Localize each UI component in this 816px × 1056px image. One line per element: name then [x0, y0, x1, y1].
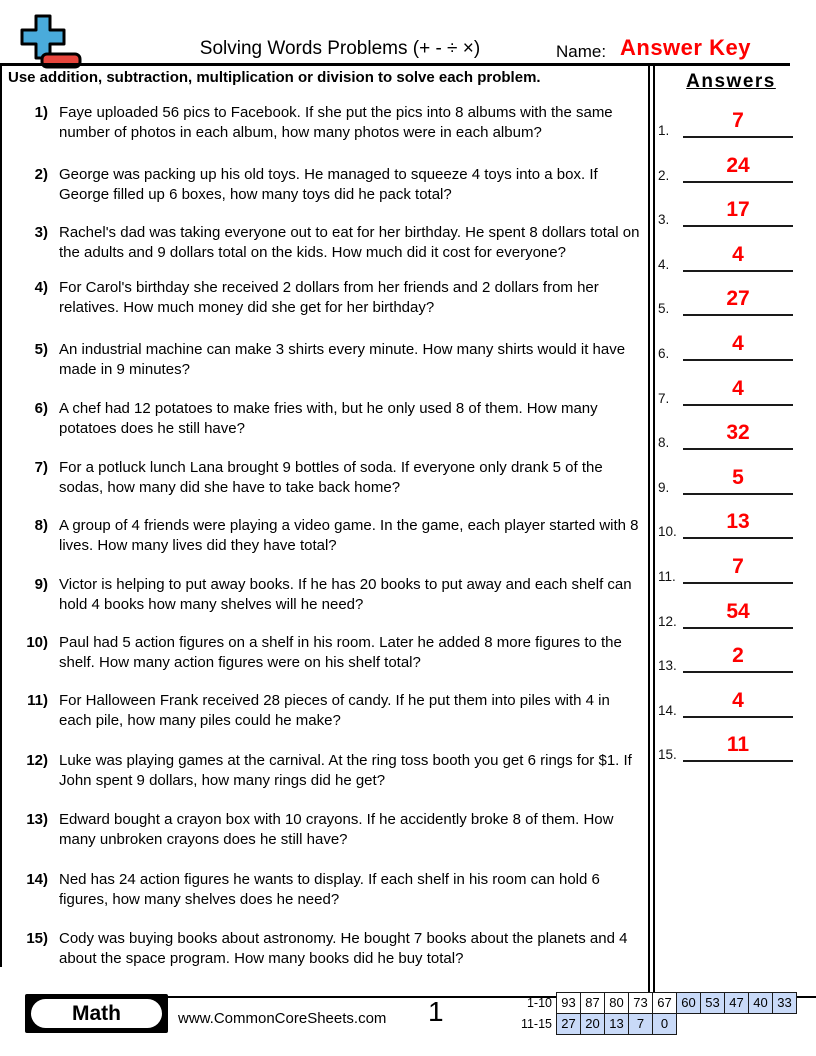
score-cell: 67: [652, 992, 677, 1014]
problem-text: Victor is helping to put away books. If he has 20 books to put away and each shelf can hold 4 books how many shelves will he need?: [59, 576, 632, 613]
problem-number: 10): [26, 634, 48, 651]
score-table: [512, 992, 797, 1035]
score-cell: 13: [604, 1013, 629, 1035]
problem-row-6: [10, 399, 644, 439]
answer-value: 5: [732, 465, 744, 489]
answer-value: 54: [726, 599, 750, 623]
answer-line: [683, 240, 793, 272]
problem-row-2: [10, 165, 644, 205]
answer-label: 4.: [658, 256, 670, 272]
score-cell: 0: [652, 1013, 677, 1035]
answer-label: 13.: [658, 658, 677, 674]
answer-row-10: [655, 509, 805, 539]
problem-row-10: [10, 633, 644, 673]
answer-line: [683, 597, 793, 629]
problem-number: 8): [34, 517, 48, 534]
answer-label: 15.: [658, 747, 677, 763]
answer-label: 9.: [658, 479, 670, 495]
problem-text: Cody was buying books about astronomy. He bought 7 books about the planets and 4 about the space program. How many books did he buy total?: [59, 930, 628, 967]
score-cell: 53: [700, 992, 725, 1014]
score-row-11-15: [512, 1013, 797, 1035]
score-row-1-10: [512, 992, 797, 1014]
score-cell: 60: [676, 992, 701, 1014]
problem-row-8: [10, 516, 644, 556]
answer-label: 1.: [658, 123, 670, 138]
answer-value: 7: [732, 555, 744, 578]
answer-label: 2.: [658, 167, 670, 183]
answer-value: 4: [732, 242, 744, 266]
answers-divider-double-line: [648, 66, 655, 993]
instructions-text: Use addition, subtraction, multiplication or division to solve each problem.: [8, 69, 541, 86]
score-cell: 87: [580, 992, 605, 1014]
answer-label: 8.: [658, 435, 670, 451]
website-text: www.CommonCoreSheets.com: [178, 1010, 387, 1027]
problem-number: 5): [34, 341, 48, 358]
answer-value: 17: [726, 198, 750, 222]
answers-heading: Answers: [686, 71, 776, 92]
answer-line: [683, 329, 793, 361]
score-cell: 27: [556, 1013, 581, 1035]
answer-value: 7: [732, 109, 744, 132]
answer-line: [683, 374, 793, 406]
problem-number: 2): [34, 166, 48, 183]
answer-value: 2: [732, 644, 744, 668]
name-value-answer-key: Answer Key: [620, 35, 751, 60]
problem-row-9: [10, 575, 644, 615]
problem-number: 4): [34, 279, 48, 296]
problem-text: Paul had 5 action figures on a shelf in his room. Later he added 8 more figures to the shelf. How many action figures were on his shelf total?: [59, 634, 622, 671]
answer-row-6: [655, 331, 805, 361]
answer-label: 3.: [658, 212, 670, 228]
answer-line: [683, 106, 793, 138]
problem-text: For Carol's birthday she received 2 dollars from her friends and 2 dollars from her relatives. How much money did she get for her birthday?: [59, 279, 599, 316]
answer-line: [683, 730, 793, 762]
answer-row-12: [655, 599, 805, 629]
score-cell: 40: [748, 992, 773, 1014]
answer-value: 4: [732, 688, 744, 712]
name-label: Name:: [556, 42, 607, 61]
score-cell: 47: [724, 992, 749, 1014]
answer-line: [683, 641, 793, 673]
answer-value: 13: [726, 510, 750, 534]
problem-number: 9): [34, 576, 48, 593]
problem-number: 3): [34, 224, 48, 241]
problem-text: Luke was playing games at the carnival. At the ring toss booth you get 6 rings for $1. If John spent 9 dollars, how many rings did he get?: [59, 752, 632, 789]
answer-line: [683, 418, 793, 450]
plus-icon: [22, 16, 64, 58]
answer-row-14: [655, 688, 805, 718]
answer-line: [683, 463, 793, 495]
problem-number: 11): [27, 692, 48, 709]
page-title: Solving Words Problems (+ - ÷ ×): [199, 38, 481, 59]
problem-number: 12): [26, 752, 48, 769]
answer-row-4: [655, 242, 805, 272]
answer-label: 11.: [658, 569, 676, 584]
score-cell: 7: [628, 1013, 653, 1035]
score-cell: 93: [556, 992, 581, 1014]
problem-number: 14): [26, 871, 48, 888]
answer-value: 4: [732, 376, 744, 400]
answer-row-11: [655, 554, 805, 584]
problem-text: Edward bought a crayon box with 10 crayons. If he accidently broke 8 of them. How many unbroken crayons does he still have?: [59, 811, 614, 848]
problem-text: For a potluck lunch Lana brought 9 bottles of soda. If everyone only drank 5 of the sodas, how many did she have to take back home?: [59, 459, 603, 496]
answer-value: 24: [726, 153, 750, 177]
problem-text: Faye uploaded 56 pics to Facebook. If she put the pics into 8 albums with the same number of photos in each album, how many photos were in each album?: [59, 104, 613, 141]
problem-row-12: [10, 751, 644, 791]
problem-text: Rachel's dad was taking everyone out to eat for her birthday. He spent 8 dollars total on the adults and 9 dollars total on the kids. How much did it cost for everyone?: [59, 224, 640, 261]
score-cell: 33: [772, 992, 797, 1014]
score-row-label: 1-10: [526, 996, 552, 1010]
answer-line: [683, 195, 793, 227]
header-rule: [0, 63, 790, 66]
problem-number: 1): [34, 104, 48, 121]
answer-row-9: [655, 465, 805, 495]
problem-number: 15): [26, 930, 48, 947]
problem-number: 13): [26, 811, 48, 828]
answer-label: 7.: [658, 390, 670, 406]
answer-row-3: [655, 197, 805, 227]
problem-text: An industrial machine can make 3 shirts every minute. How many shirts would it have made in 9 minutes?: [59, 341, 626, 378]
problem-text: Ned has 24 action figures he wants to display. If each shelf in his room can hold 6 figures, how many shelves does he need?: [59, 871, 600, 908]
problem-row-3: [10, 223, 644, 263]
score-cell: 80: [604, 992, 629, 1014]
brand-label: Math: [72, 1002, 121, 1025]
answer-row-8: [655, 420, 805, 450]
answer-row-2: [655, 153, 805, 183]
score-cell: 73: [628, 992, 653, 1014]
problem-row-1: [10, 103, 644, 143]
answer-value: 27: [726, 287, 750, 311]
answer-value: 32: [726, 421, 750, 445]
brand-box: [25, 994, 168, 1033]
answer-row-7: [655, 376, 805, 406]
page-number: 1: [428, 996, 444, 1027]
score-cell: 20: [580, 1013, 605, 1035]
answer-row-1: [655, 108, 805, 138]
answer-label: 5.: [658, 301, 670, 317]
problem-text: For Halloween Frank received 28 pieces of candy. If he put them into piles with 4 in each pile, how many piles could he make?: [59, 692, 610, 729]
answer-label: 12.: [658, 613, 677, 629]
problem-number: 7): [34, 459, 48, 476]
problem-row-4: [10, 278, 644, 318]
problem-row-13: [10, 810, 644, 850]
problem-row-11: [10, 691, 644, 731]
problem-row-7: [10, 458, 644, 498]
answer-label: 14.: [658, 702, 677, 718]
answer-value: 4: [732, 332, 744, 355]
problem-row-15: [10, 929, 644, 969]
problem-row-5: [10, 340, 644, 380]
answer-line: [683, 507, 793, 539]
answer-row-15: [655, 732, 805, 762]
answer-line: [683, 686, 793, 718]
brand-pill: [31, 999, 162, 1028]
problem-text: A group of 4 friends were playing a video game. In the game, each player started with 8 lives. How many lives did they have total?: [59, 517, 639, 554]
answer-line: [683, 552, 793, 584]
score-row-label: 11-15: [520, 1017, 552, 1031]
problem-text: A chef had 12 potatoes to make fries with, but he only used 8 of them. How many potatoes does he still have?: [59, 400, 598, 437]
problem-text: George was packing up his old toys. He managed to squeeze 4 toys into a box. If George filled up 6 boxes, how many toys did he pack total?: [59, 166, 598, 203]
left-border-line: [0, 66, 2, 967]
answer-row-13: [655, 643, 805, 673]
answer-row-5: [655, 286, 805, 316]
answer-label: 10.: [658, 524, 677, 540]
answer-value: 11: [726, 733, 750, 757]
answer-label: 6.: [658, 346, 670, 361]
problem-number: 6): [34, 400, 48, 417]
answer-line: [683, 151, 793, 183]
problem-row-14: [10, 870, 644, 910]
answer-line: [683, 284, 793, 316]
